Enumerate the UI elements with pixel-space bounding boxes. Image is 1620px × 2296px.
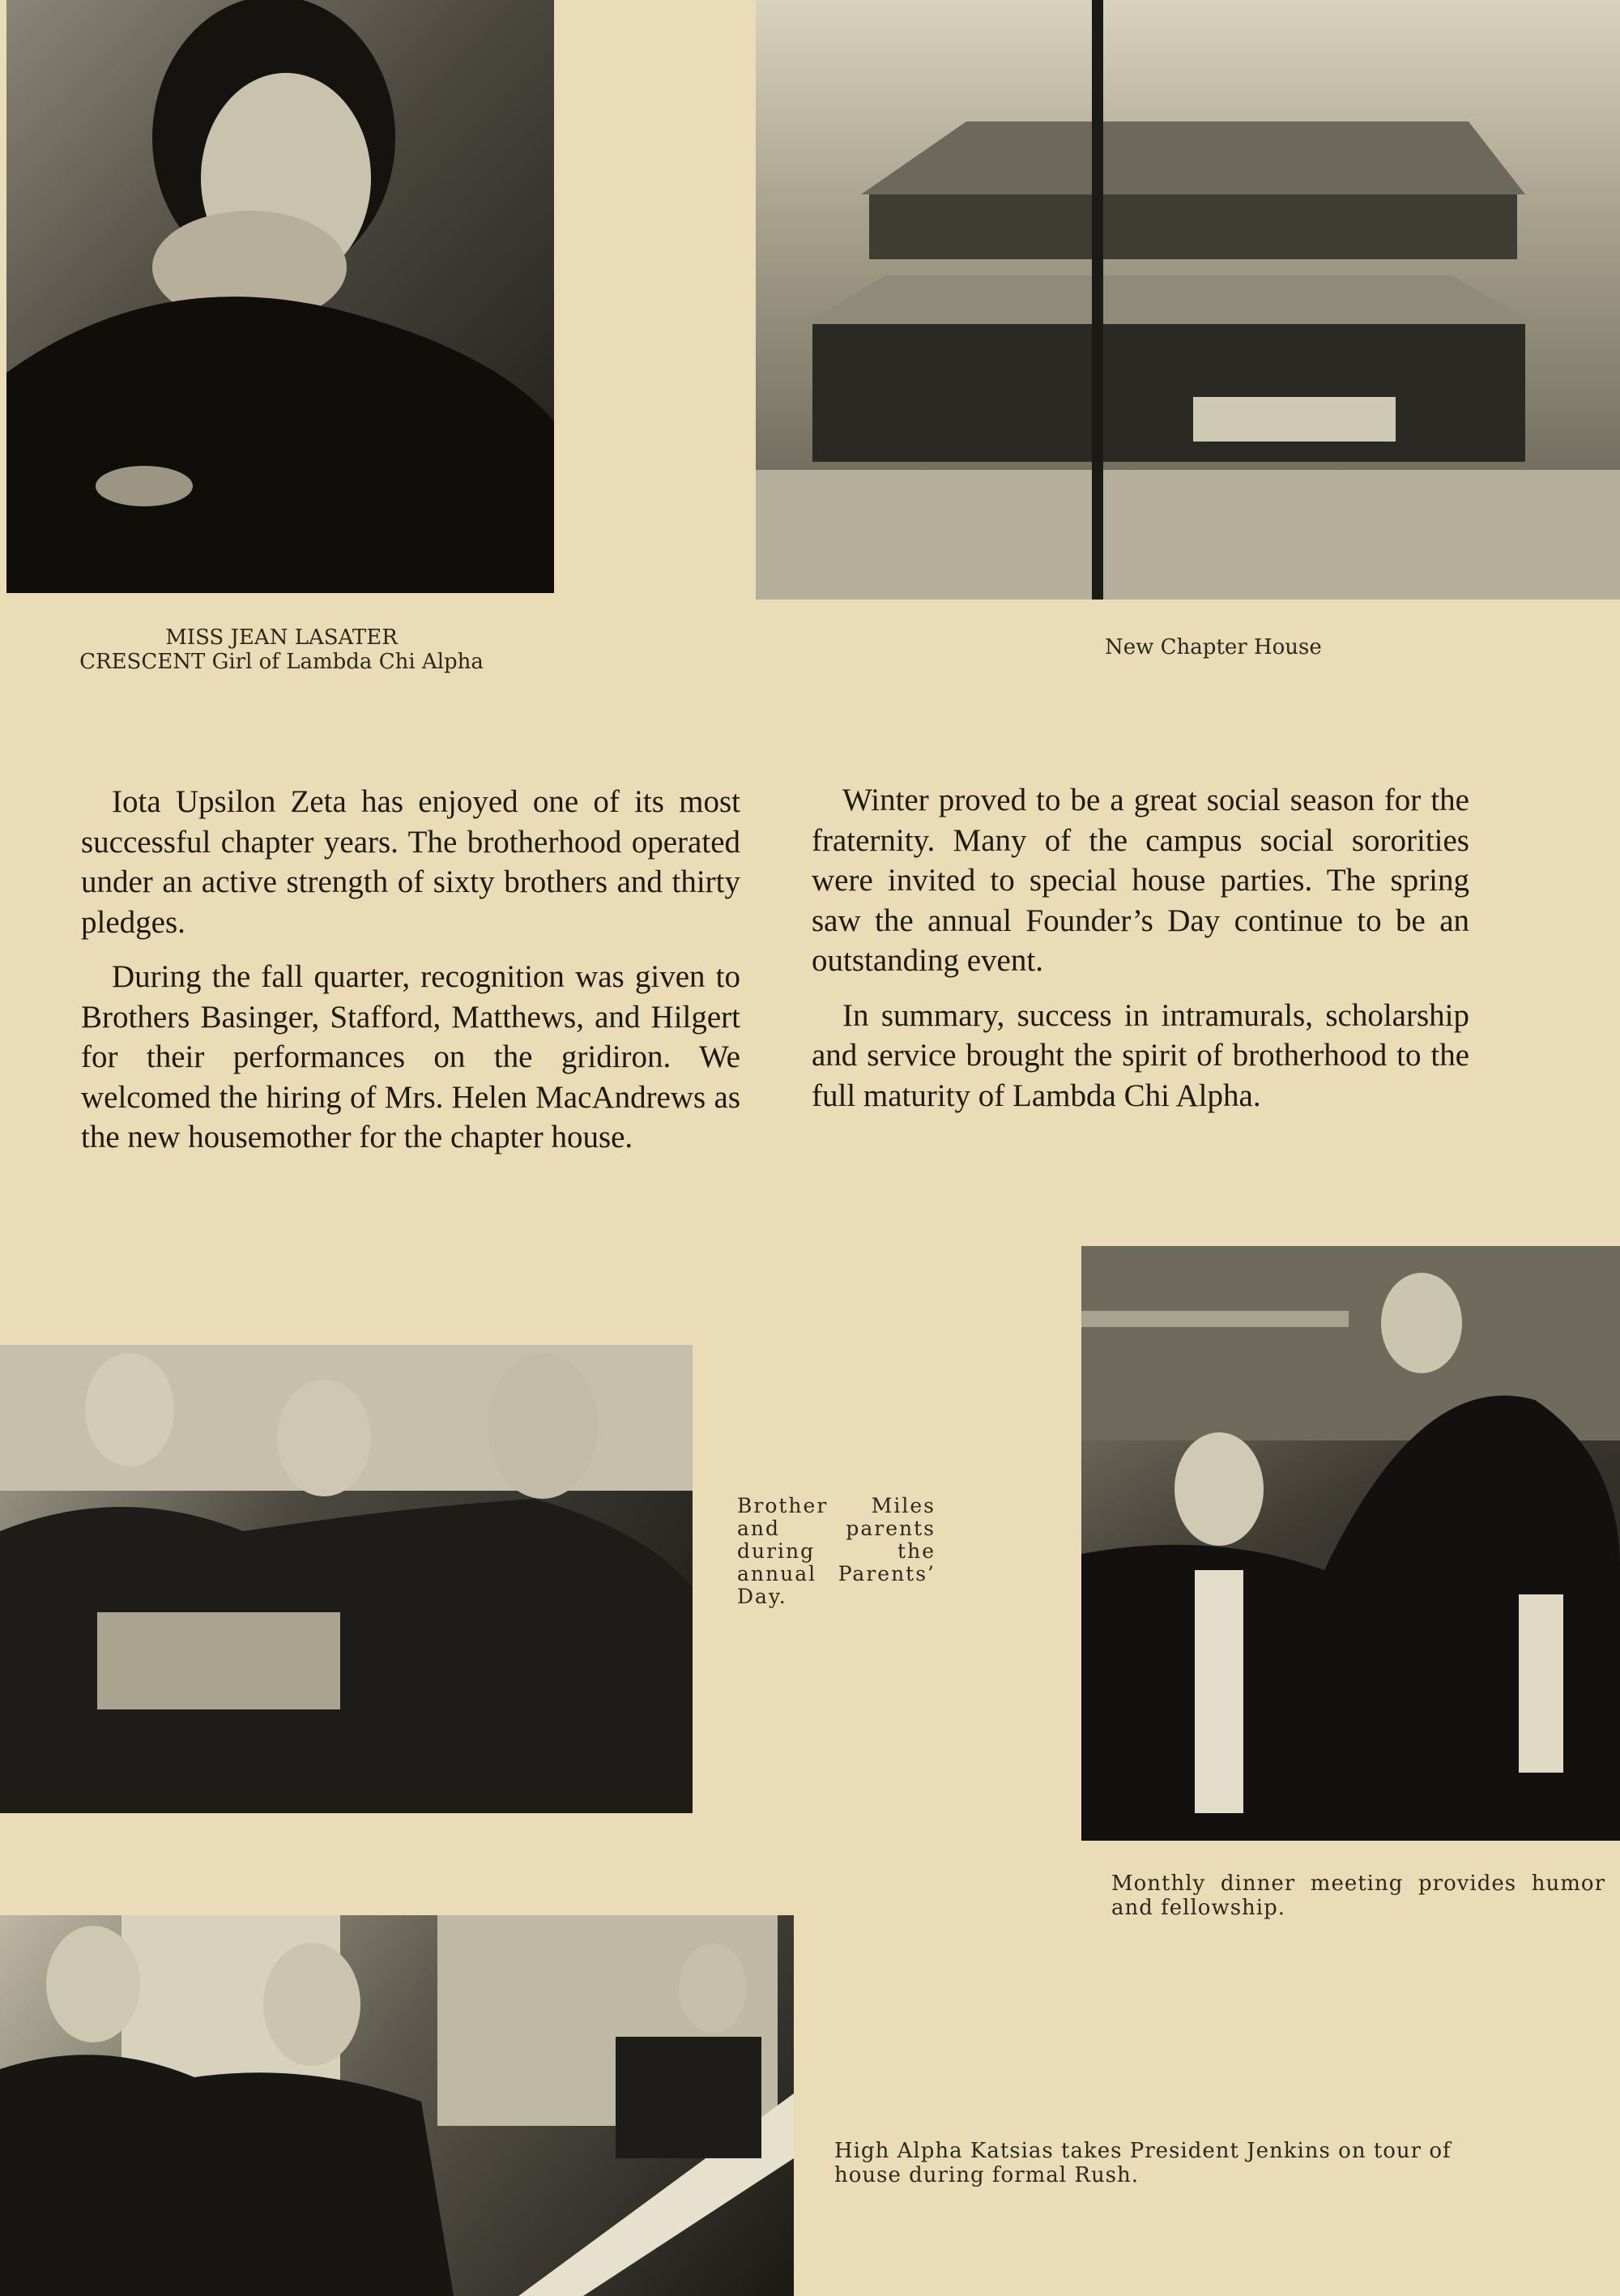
article-right-column <box>812 780 1469 1130</box>
rush-tour-caption: High Alpha Katsias takes President Jenkins on tour of house during formal Rush. <box>834 2139 1452 2187</box>
article-paragraph: In summary, success in intramurals, scholarship and service brought the spirit of brotherhood to the full maturity of Lambda Chi Alpha. <box>812 997 1469 1113</box>
dinner-meeting-caption: Monthly dinner meeting provides humor and fellowship. <box>1111 1871 1605 1920</box>
article-paragraph: Winter proved to be a great social season for the fraternity. Many of the campus social sororities were invited to special house parties. The spring saw the annual Founder’s Day continue to be an outstanding event. <box>812 783 1469 978</box>
article-paragraph: Iota Upsilon Zeta has enjoyed one of its most successful chapter years. The brotherhood operated under an active strength of sixty brothers and thirty pledges. <box>81 784 740 940</box>
portrait-photo <box>6 0 554 593</box>
rush-tour-photo <box>0 1915 794 2296</box>
chapter-house-caption: New Chapter House <box>1105 635 1322 659</box>
chapter-house-photo <box>756 0 1620 600</box>
dinner-meeting-photo <box>1081 1246 1620 1841</box>
portrait-caption-name: MISS JEAN LASATER <box>165 625 398 650</box>
parents-day-caption: Brother Miles and parents during the annual Parents’ Day. <box>737 1494 936 1608</box>
portrait-caption <box>32 625 531 674</box>
portrait-caption-title: CRESCENT Girl of Lambda Chi Alpha <box>79 650 484 674</box>
parents-day-photo <box>0 1345 693 1813</box>
article-paragraph: During the fall quarter, recognition was given to Brothers Basinger, Stafford, Matthews, and Hilgert for their performances on the gridiron. We welcomed the hiring of Mrs. Helen MacAndrews as the new housemother for the chapter house. <box>81 959 740 1154</box>
article-left-column <box>81 782 740 1172</box>
